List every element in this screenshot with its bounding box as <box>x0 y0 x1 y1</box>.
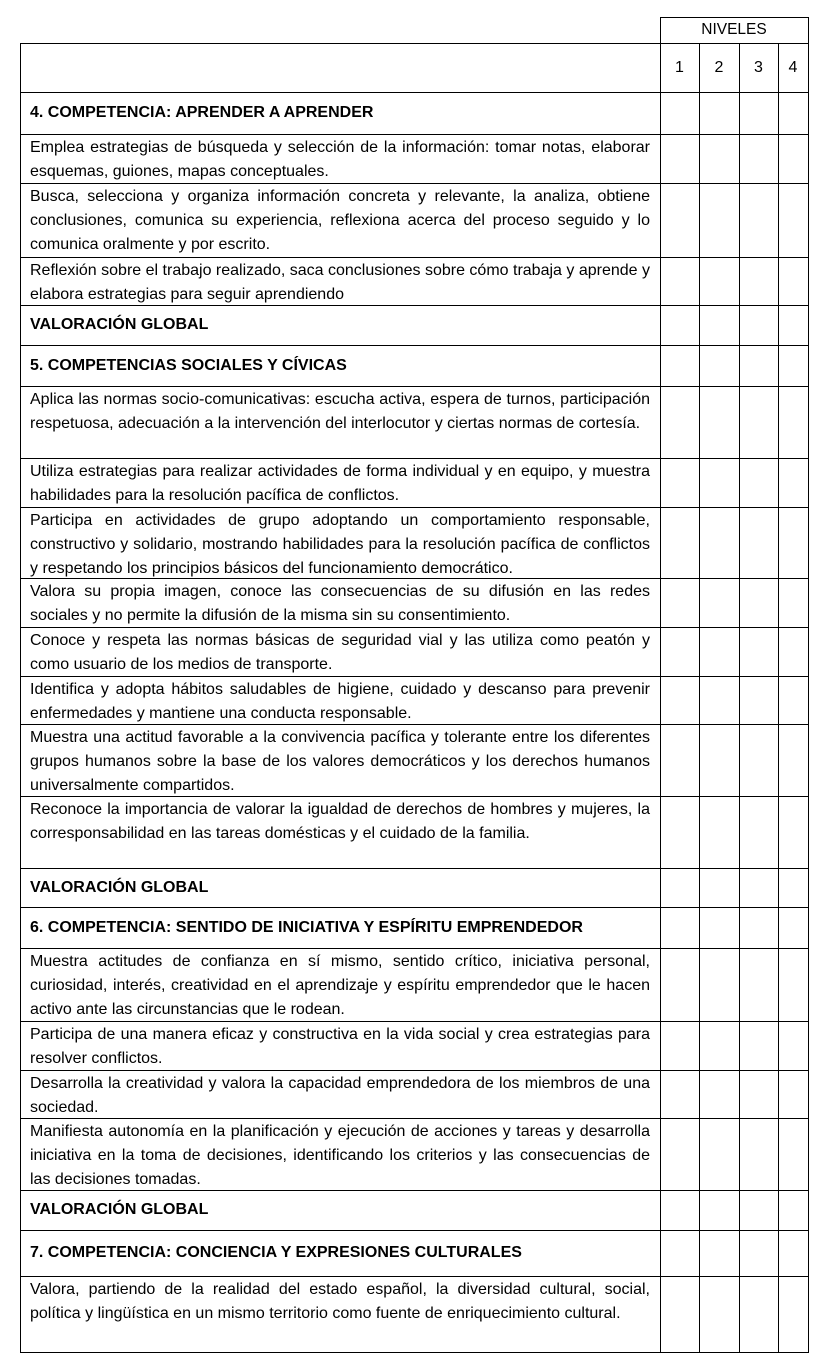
levels-title: NIVELES <box>701 21 767 38</box>
criterion-text: Muestra una actitud favorable a la convivencia pacífica y tolerante entre los diferentes grupos humanos sobre la base de los valores democráticos y los derechos humanos universalmente compartidos. <box>30 729 650 794</box>
row-divider <box>20 724 809 725</box>
global-assessment-label: VALORACIÓN GLOBAL <box>30 1201 209 1218</box>
row-divider <box>20 134 809 135</box>
table-border <box>20 43 21 1353</box>
column-divider <box>739 43 740 1353</box>
global-assessment-label: VALORACIÓN GLOBAL <box>30 316 209 333</box>
column-divider <box>778 43 779 1353</box>
criterion-text: Muestra actitudes de confianza en sí mismo, sentido crítico, iniciativa personal, curiosidad, interés, creatividad en el aprendizaje y espíritu emprendedor que le hacen activo ante las circunstancias que le rodean. <box>30 953 650 1018</box>
column-divider <box>699 43 700 1353</box>
row-divider <box>20 948 809 949</box>
row-divider <box>20 578 809 579</box>
criterion-text: Busca, selecciona y organiza información concreta y relevante, la analiza, obtiene conclusiones, comunica su experiencia, reflexiona acerca del proceso seguido y lo comunica oralmente y por escrito. <box>30 188 650 253</box>
level-header-2: 2 <box>714 59 724 76</box>
level-header-1: 1 <box>675 59 684 76</box>
row-divider <box>20 257 809 258</box>
row-divider <box>20 627 809 628</box>
criterion-text: Identifica y adopta hábitos saludables de higiene, cuidado y descanso para prevenir enfermedades y mantiene una conducta responsable. <box>30 681 650 722</box>
row-divider <box>20 1118 809 1119</box>
competence-heading: 7. COMPETENCIA: CONCIENCIA Y EXPRESIONES CULTURALES <box>30 1244 522 1261</box>
criterion-text: Valora su propia imagen, conoce las consecuencias de su difusión en las redes sociales y no permite la difusión de la misma sin su consentimiento. <box>30 583 650 624</box>
row-divider <box>20 1021 809 1022</box>
table-border <box>660 17 809 18</box>
row-divider <box>20 458 809 459</box>
row-divider <box>20 1276 809 1277</box>
criterion-text: Aplica las normas socio-comunicativas: escucha activa, espera de turnos, participación respetuosa, adecuación a la intervención del interlocutor y ciertas normas de cortesía. <box>30 391 650 432</box>
row-divider <box>20 1070 809 1071</box>
global-assessment-label: VALORACIÓN GLOBAL <box>30 879 209 896</box>
competence-heading: 4. COMPETENCIA: APRENDER A APRENDER <box>30 104 374 121</box>
level-header-4: 4 <box>788 59 798 76</box>
row-divider <box>20 796 809 797</box>
competence-heading: 6. COMPETENCIA: SENTIDO DE INICIATIVA Y ESPÍRITU EMPRENDEDOR <box>30 919 583 936</box>
criterion-text: Participa de una manera eficaz y constructiva en la vida social y crea estrategias para resolver conflictos. <box>30 1026 650 1067</box>
criterion-text: Emplea estrategias de búsqueda y selección de la información: tomar notas, elaborar esquemas, guiones, mapas conceptuales. <box>30 139 650 180</box>
row-divider <box>20 183 809 184</box>
row-divider <box>20 676 809 677</box>
criterion-text: Participa en actividades de grupo adoptando un comportamiento responsable, constructivo y solidario, mostrando habilidades para la resolución pacífica de conflictos y respetando los principios básicos del funcionamiento democrático. <box>30 512 650 577</box>
criterion-text: Reconoce la importancia de valorar la igualdad de derechos de hombres y mujeres, la corresponsabilidad en las tareas domésticas y el cuidado de la familia. <box>30 801 650 842</box>
criterion-text: Utiliza estrategias para realizar actividades de forma individual y en equipo, y muestra habilidades para la resolución pacífica de conflictos. <box>30 463 650 504</box>
row-divider <box>20 386 809 387</box>
column-divider <box>660 17 661 1353</box>
row-divider <box>20 507 809 508</box>
level-header-3: 3 <box>754 59 763 76</box>
criterion-text: Manifiesta autonomía en la planificación y ejecución de acciones y tareas y desarrolla iniciativa en la toma de decisiones, identificando los criterios y las consecuencias de las decisiones tomadas. <box>30 1123 650 1188</box>
criterion-text: Reflexión sobre el trabajo realizado, saca conclusiones sobre cómo trabaja y aprende y elabora estrategias para seguir aprendiendo <box>30 262 650 303</box>
criterion-text: Desarrolla la creatividad y valora la capacidad emprendedora de los miembros de una sociedad. <box>30 1075 650 1116</box>
competence-heading: 5. COMPETENCIAS SOCIALES Y CÍVICAS <box>30 357 347 374</box>
criterion-text: Conoce y respeta las normas básicas de seguridad vial y las utiliza como peatón y como usuario de los medios de transporte. <box>30 632 650 673</box>
criterion-text: Valora, partiendo de la realidad del estado español, la diversidad cultural, social, política y lingüística en un mismo territorio como fuente de enriquecimiento cultural. <box>30 1281 650 1322</box>
table-border <box>808 17 809 1353</box>
row-divider <box>20 1352 809 1353</box>
